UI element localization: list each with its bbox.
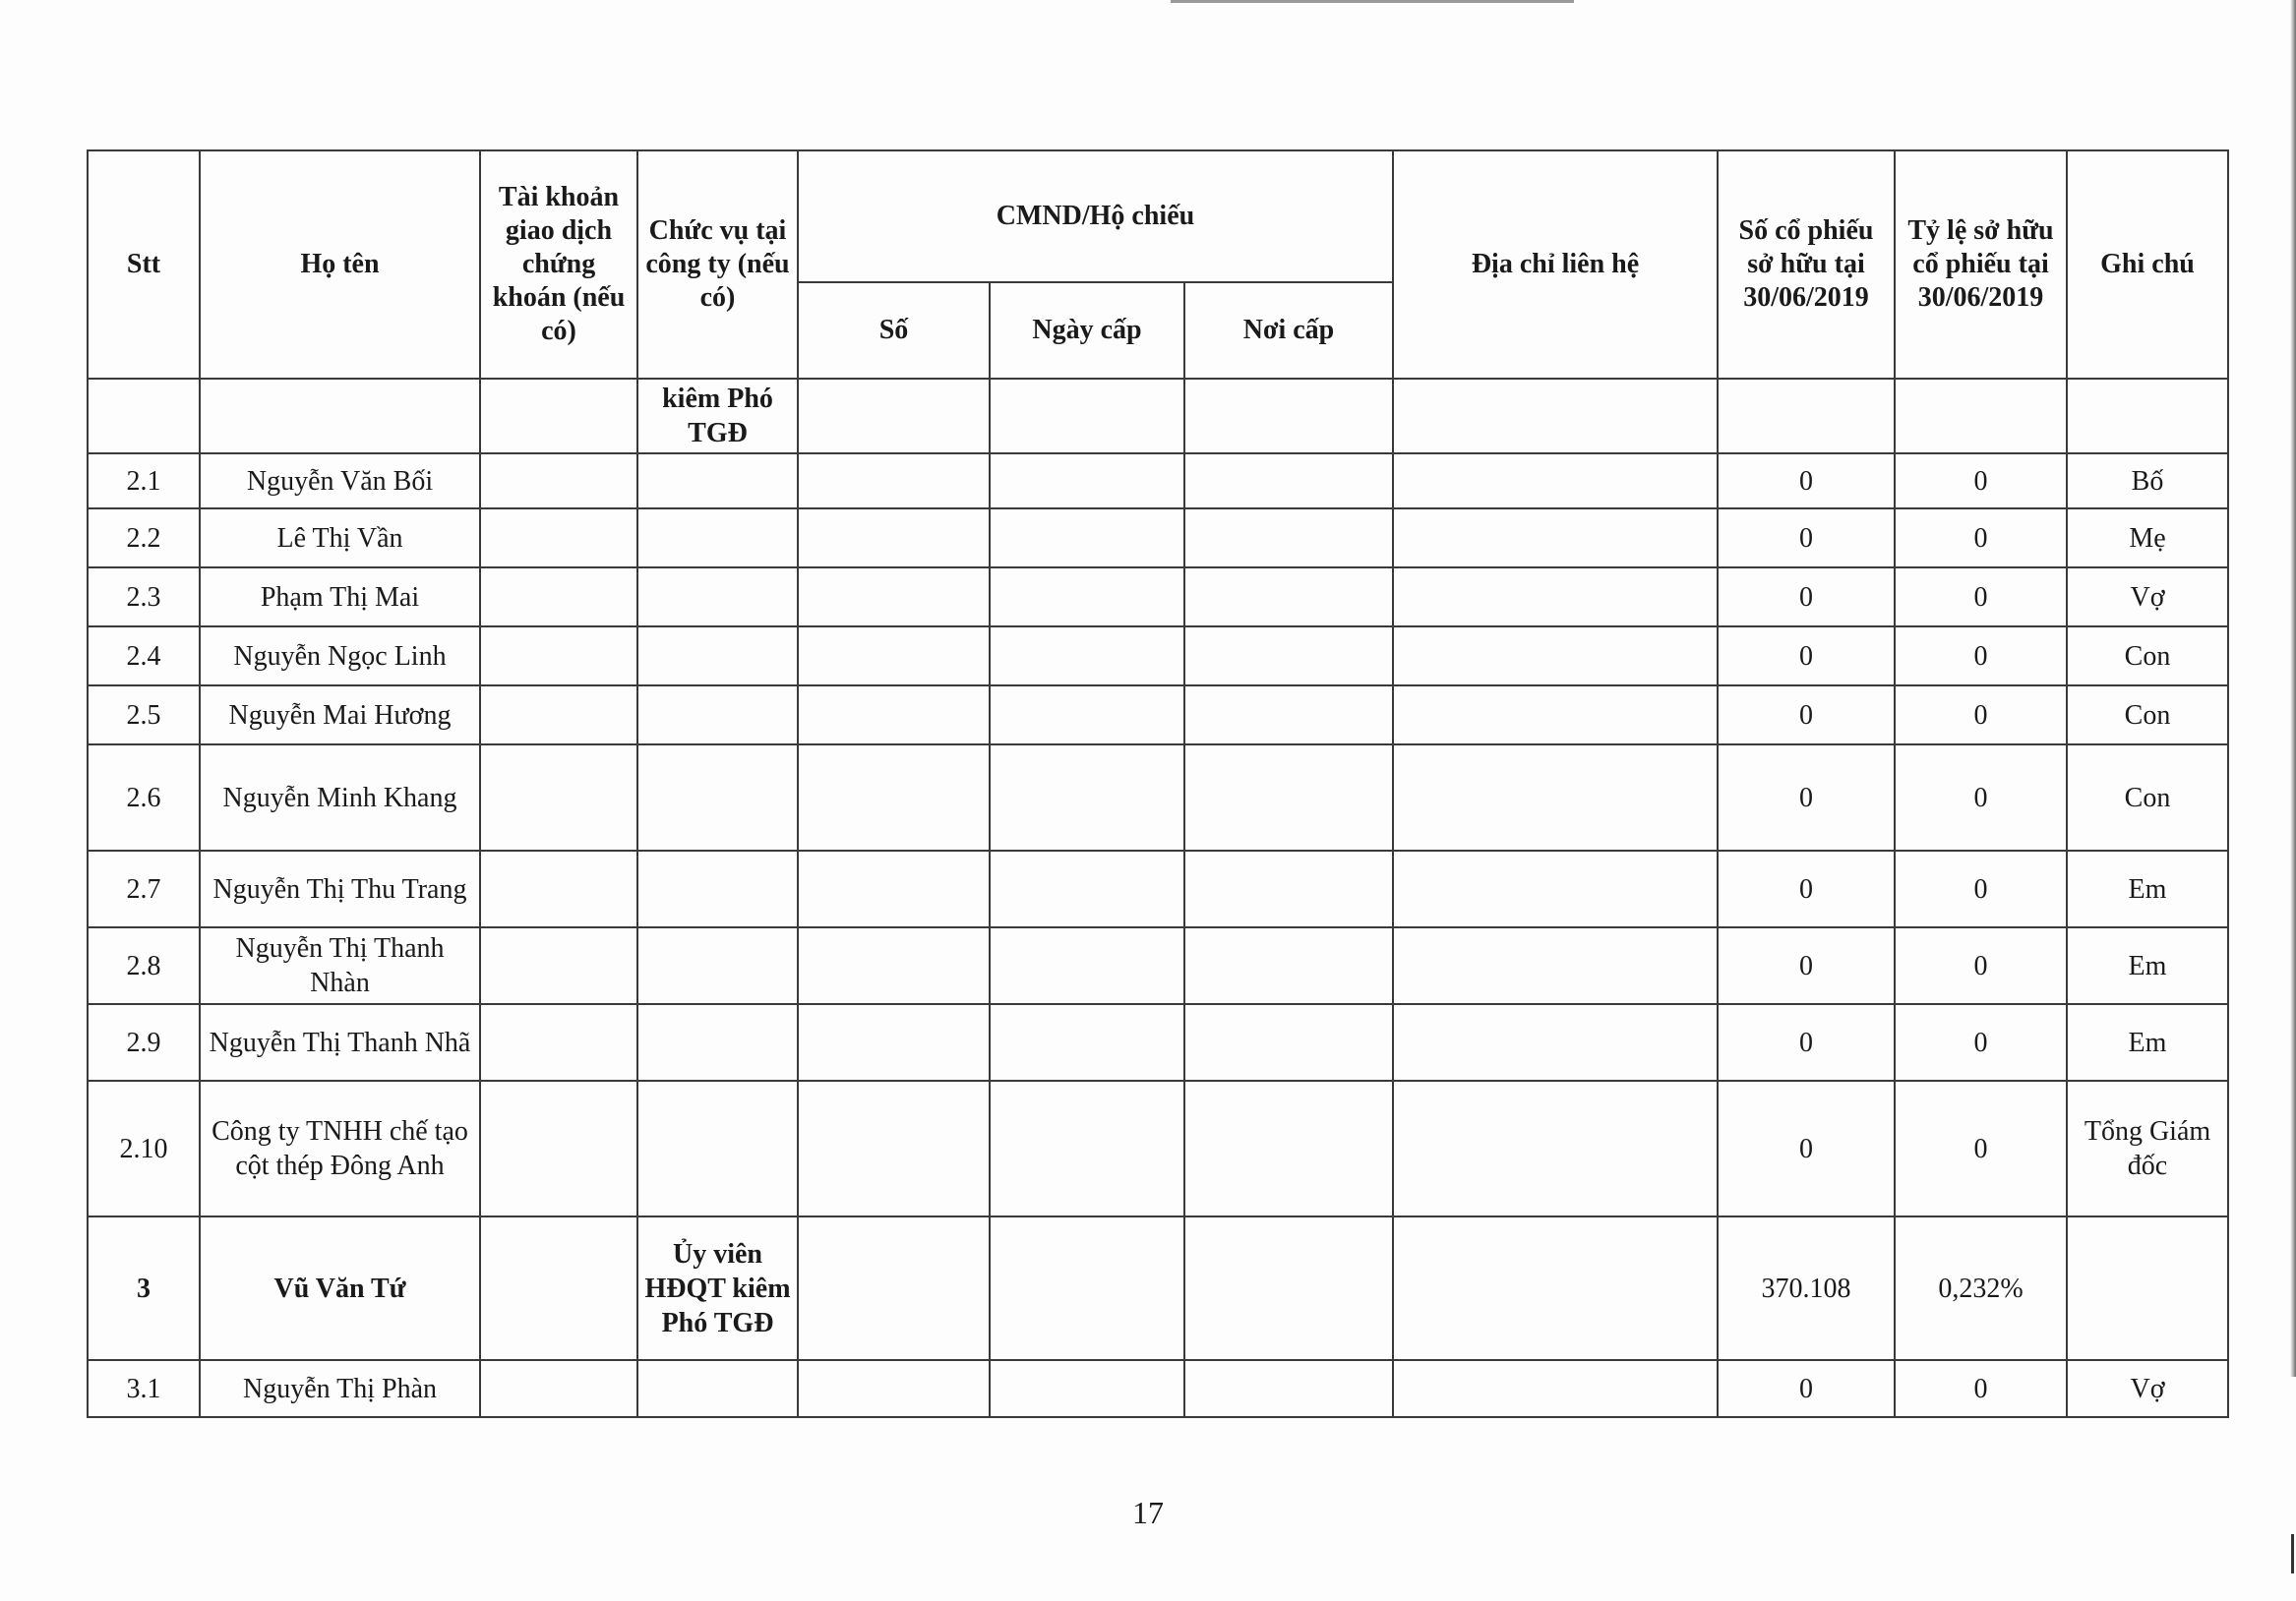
cell-id-number <box>798 1004 990 1081</box>
cell-issue-date <box>990 685 1184 744</box>
cell-address <box>1393 1004 1718 1081</box>
table-row <box>88 851 2228 927</box>
cell-issue-place <box>1184 453 1393 508</box>
cell-issue-place <box>1184 1360 1393 1417</box>
cell-stt: 2.1 <box>88 453 200 508</box>
header-ho-ten: Họ tên <box>200 150 480 379</box>
cell-name: Lê Thị Vần <box>200 508 480 567</box>
cell-issue-place <box>1184 744 1393 851</box>
cell-ratio: 0 <box>1895 851 2067 927</box>
cell-issue-date <box>990 1004 1184 1081</box>
cell-position <box>637 1004 798 1081</box>
cell-note: Con <box>2067 626 2228 685</box>
cell-stt: 3.1 <box>88 1360 200 1417</box>
cell-ratio: 0 <box>1895 1360 2067 1417</box>
cell-note <box>2067 379 2228 453</box>
cell-note: Mẹ <box>2067 508 2228 567</box>
cell-position <box>637 1081 798 1216</box>
cell-position <box>637 851 798 927</box>
cell-note: Em <box>2067 1004 2228 1081</box>
cell-stt <box>88 379 200 453</box>
cell-ratio: 0 <box>1895 927 2067 1004</box>
cell-issue-place <box>1184 1216 1393 1360</box>
cell-position <box>637 685 798 744</box>
header-ty-le: Tỷ lệ sở hữu cổ phiếu tại 30/06/2019 <box>1895 150 2067 379</box>
cell-shares: 0 <box>1718 453 1895 508</box>
header-ghi-chu: Ghi chú <box>2067 150 2228 379</box>
cell-account <box>480 379 637 453</box>
cell-note: Con <box>2067 685 2228 744</box>
cell-ratio: 0 <box>1895 626 2067 685</box>
table-row <box>88 1216 2228 1360</box>
cell-shares: 0 <box>1718 744 1895 851</box>
cell-stt: 2.5 <box>88 685 200 744</box>
table-row <box>88 1081 2228 1216</box>
cell-address <box>1393 927 1718 1004</box>
cell-stt: 3 <box>88 1216 200 1360</box>
cell-account <box>480 1004 637 1081</box>
cell-position <box>637 508 798 567</box>
cell-note <box>2067 1216 2228 1360</box>
cell-note: Con <box>2067 744 2228 851</box>
header-so-co-phieu: Số cổ phiếu sở hữu tại 30/06/2019 <box>1718 150 1895 379</box>
cell-id-number <box>798 685 990 744</box>
cell-address <box>1393 453 1718 508</box>
cell-position <box>637 744 798 851</box>
table-row <box>88 567 2228 626</box>
cell-issue-date <box>990 851 1184 927</box>
cell-ratio: 0 <box>1895 1004 2067 1081</box>
cell-stt: 2.6 <box>88 744 200 851</box>
cell-name: Nguyễn Thị Thanh Nhàn <box>200 927 480 1004</box>
cell-account <box>480 685 637 744</box>
cell-name: Phạm Thị Mai <box>200 567 480 626</box>
cell-position <box>637 453 798 508</box>
table-row <box>88 744 2228 851</box>
cell-id-number <box>798 626 990 685</box>
scan-edge-mark-bottom <box>2291 1534 2294 1573</box>
cell-position: kiêm Phó TGĐ <box>637 379 798 453</box>
cell-address <box>1393 1081 1718 1216</box>
cell-address <box>1393 379 1718 453</box>
cell-stt: 2.10 <box>88 1081 200 1216</box>
cell-address <box>1393 744 1718 851</box>
cell-address <box>1393 626 1718 685</box>
cell-id-number <box>798 379 990 453</box>
cell-issue-date <box>990 379 1184 453</box>
cell-shares: 0 <box>1718 1360 1895 1417</box>
cell-shares: 0 <box>1718 1004 1895 1081</box>
cell-shares: 370.108 <box>1718 1216 1895 1360</box>
cell-issue-place <box>1184 1081 1393 1216</box>
cell-shares: 0 <box>1718 685 1895 744</box>
cell-id-number <box>798 851 990 927</box>
cell-ratio: 0,232% <box>1895 1216 2067 1360</box>
cell-issue-date <box>990 453 1184 508</box>
cell-stt: 2.7 <box>88 851 200 927</box>
cell-shares <box>1718 379 1895 453</box>
header-ngay-cap: Ngày cấp <box>990 282 1184 379</box>
cell-position <box>637 1360 798 1417</box>
header-dia-chi: Địa chỉ liên hệ <box>1393 150 1718 379</box>
cell-position <box>637 567 798 626</box>
cell-id-number <box>798 1360 990 1417</box>
scan-edge-shadow <box>2290 0 2296 1377</box>
cell-account <box>480 1360 637 1417</box>
header-stt: Stt <box>88 150 200 379</box>
cell-stt: 2.9 <box>88 1004 200 1081</box>
cell-note: Em <box>2067 851 2228 927</box>
cell-id-number <box>798 1081 990 1216</box>
cell-address <box>1393 567 1718 626</box>
cell-shares: 0 <box>1718 1081 1895 1216</box>
cell-issue-place <box>1184 379 1393 453</box>
cell-issue-place <box>1184 927 1393 1004</box>
cell-ratio: 0 <box>1895 1081 2067 1216</box>
table-row <box>88 1004 2228 1081</box>
header-cmnd: CMND/Hộ chiếu <box>798 150 1393 282</box>
cell-account <box>480 851 637 927</box>
header-so: Số <box>798 282 990 379</box>
cell-issue-date <box>990 567 1184 626</box>
shareholder-table <box>87 149 2229 1418</box>
cell-name: Nguyễn Thị Thanh Nhã <box>200 1004 480 1081</box>
cell-address <box>1393 1360 1718 1417</box>
cell-note: Em <box>2067 927 2228 1004</box>
cell-issue-date <box>990 626 1184 685</box>
cell-stt: 2.3 <box>88 567 200 626</box>
cell-ratio: 0 <box>1895 744 2067 851</box>
cell-address <box>1393 508 1718 567</box>
header-tai-khoan: Tài khoản giao dịch chứng khoán (nếu có) <box>480 150 637 379</box>
cell-name: Nguyễn Ngọc Linh <box>200 626 480 685</box>
cell-address <box>1393 1216 1718 1360</box>
header-noi-cap: Nơi cấp <box>1184 282 1393 379</box>
scan-edge-mark <box>1171 0 1574 3</box>
cell-issue-place <box>1184 508 1393 567</box>
page-number: 17 <box>1132 1495 1164 1530</box>
cell-shares: 0 <box>1718 567 1895 626</box>
cell-account <box>480 744 637 851</box>
cell-account <box>480 626 637 685</box>
cell-account <box>480 1216 637 1360</box>
cell-id-number <box>798 508 990 567</box>
cell-issue-date <box>990 1216 1184 1360</box>
cell-ratio <box>1895 379 2067 453</box>
cell-address <box>1393 685 1718 744</box>
cell-account <box>480 1081 637 1216</box>
table-row <box>88 626 2228 685</box>
cell-name: Nguyễn Thị Thu Trang <box>200 851 480 927</box>
cell-ratio: 0 <box>1895 685 2067 744</box>
cell-shares: 0 <box>1718 927 1895 1004</box>
cell-stt: 2.8 <box>88 927 200 1004</box>
cell-stt: 2.4 <box>88 626 200 685</box>
table-row <box>88 685 2228 744</box>
cell-name: Nguyễn Minh Khang <box>200 744 480 851</box>
cell-id-number <box>798 453 990 508</box>
cell-shares: 0 <box>1718 508 1895 567</box>
cell-issue-date <box>990 744 1184 851</box>
table-row <box>88 1360 2228 1417</box>
cell-stt: 2.2 <box>88 508 200 567</box>
cell-address <box>1393 851 1718 927</box>
cell-position <box>637 927 798 1004</box>
cell-issue-place <box>1184 1004 1393 1081</box>
cell-name <box>200 379 480 453</box>
cell-account <box>480 927 637 1004</box>
cell-shares: 0 <box>1718 626 1895 685</box>
cell-position: Ủy viên HĐQT kiêm Phó TGĐ <box>637 1216 798 1360</box>
cell-shares: 0 <box>1718 851 1895 927</box>
cell-name: Nguyễn Văn Bối <box>200 453 480 508</box>
cell-note: Vợ <box>2067 567 2228 626</box>
cell-name: Công ty TNHH chế tạo cột thép Đông Anh <box>200 1081 480 1216</box>
cell-account <box>480 508 637 567</box>
cell-id-number <box>798 927 990 1004</box>
table-row <box>88 508 2228 567</box>
cell-issue-date <box>990 927 1184 1004</box>
cell-ratio: 0 <box>1895 508 2067 567</box>
cell-id-number <box>798 744 990 851</box>
cell-id-number <box>798 1216 990 1360</box>
cell-name: Vũ Văn Tứ <box>200 1216 480 1360</box>
cell-account <box>480 567 637 626</box>
table-row <box>88 927 2228 1004</box>
cell-issue-place <box>1184 685 1393 744</box>
cell-issue-place <box>1184 567 1393 626</box>
cell-ratio: 0 <box>1895 453 2067 508</box>
cell-issue-date <box>990 1081 1184 1216</box>
cell-id-number <box>798 567 990 626</box>
cell-note: Tổng Giám đốc <box>2067 1081 2228 1216</box>
table-row <box>88 453 2228 508</box>
cell-name: Nguyễn Mai Hương <box>200 685 480 744</box>
cell-note: Vợ <box>2067 1360 2228 1417</box>
cell-issue-date <box>990 1360 1184 1417</box>
cell-ratio: 0 <box>1895 567 2067 626</box>
cell-issue-place <box>1184 626 1393 685</box>
header-chuc-vu: Chức vụ tại công ty (nếu có) <box>637 150 798 379</box>
cell-issue-date <box>990 508 1184 567</box>
cell-position <box>637 626 798 685</box>
table-row <box>88 379 2228 453</box>
cell-issue-place <box>1184 851 1393 927</box>
cell-name: Nguyễn Thị Phàn <box>200 1360 480 1417</box>
cell-account <box>480 453 637 508</box>
cell-note: Bố <box>2067 453 2228 508</box>
